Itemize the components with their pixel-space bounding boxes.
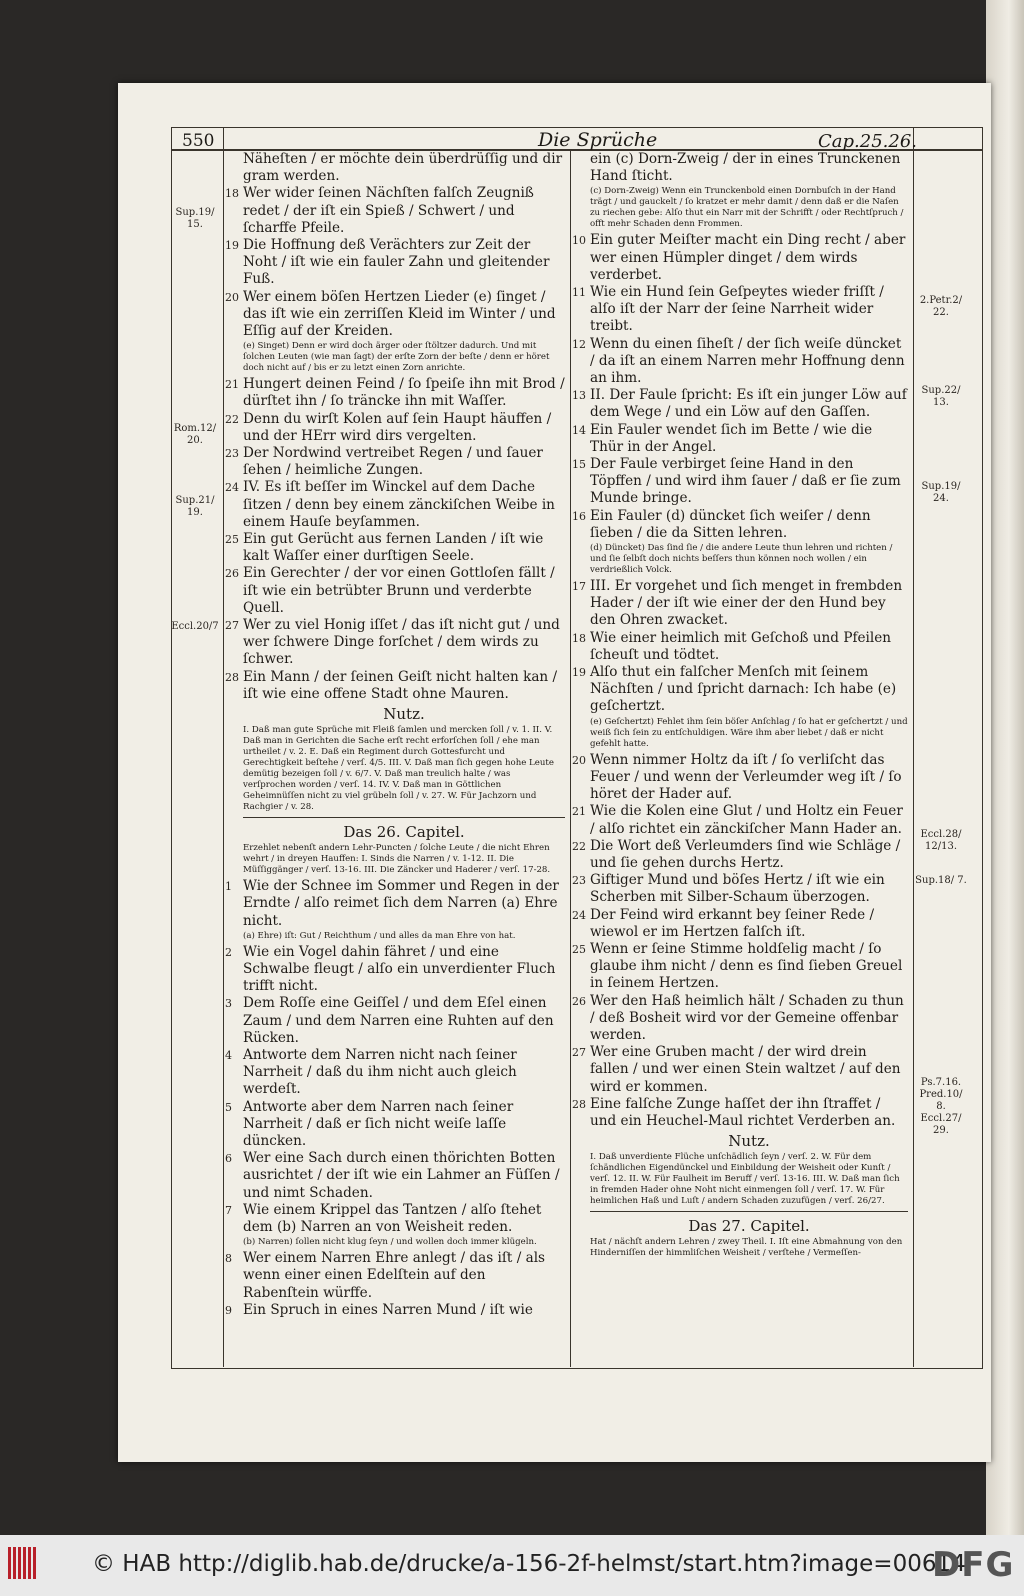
verse: 8 Wer einem Narren Ehre anlegt / das iſt / als wenn einer einen Edelſtein auf den Rabenſtein würffe. bbox=[225, 1250, 546, 1301]
verse: 22 Die Wort deß Verleumders ſind wie Schläge / und ſie gehen durchs Hertz. bbox=[572, 837, 901, 871]
verse: 22 Denn du wirſt Kolen auf ſein Haupt häuffen / und der HErr wird dirs vergelten. bbox=[225, 410, 552, 444]
verse: 6 Wer eine Sach durch einen thörichten Botten ausrichtet / der iſt wie ein Lahmer an Füſſen / und nimt Schaden. bbox=[225, 1150, 560, 1201]
margin-ref: Rom.12/ 20. bbox=[173, 423, 217, 446]
verse: 10 Ein guter Meiſter macht ein Ding recht / aber wer einen Hümpler dinget / dem wirds verderbet. bbox=[572, 232, 906, 283]
verse: 23 Giftiger Mund und böſes Hertz / iſt wie ein Scherben mit Silber-Schaum überzogen. bbox=[572, 872, 885, 906]
verse: 18 Wer wider ſeinen Nächſten falſch Zeugniß redet / der iſt ein Spieß / Schwert / und ſcharffe Pfeile. bbox=[225, 185, 534, 236]
footnote: (a) Ehre) iſt: Gut / Reichthum / und alles da man Ehre von hat. bbox=[243, 930, 516, 941]
left-text-column bbox=[225, 151, 565, 1319]
section-divider bbox=[590, 1211, 908, 1212]
margin-ref: Sup.19/ 24. bbox=[921, 481, 961, 504]
citation-url[interactable]: © HAB http://diglib.hab.de/drucke/a-156-2f-helmst/start.htm?image=00614 bbox=[92, 1551, 966, 1577]
verse: 13 II. Der Faule ſpricht: Es iſt ein junger Löw auf dem Wege / und ein Löw auf den Gaſſen. bbox=[572, 387, 907, 421]
verse: 1 Wie der Schnee im Sommer und Regen in der Erndte / alſo reimet ſich dem Narren (a) Ehre nicht. bbox=[225, 878, 559, 929]
verse: 2 Wie ein Vogel dahin fähret / und eine Schwalbe fleugt / alſo ein unverdienter Fluch trifft nicht. bbox=[225, 943, 556, 995]
margin-ref: Sup.18/ 7. bbox=[915, 875, 967, 886]
column-rule bbox=[570, 149, 571, 1367]
margin-ref: Eccl.20/7 bbox=[171, 621, 219, 632]
margin-ref: Sup.22/ 13. bbox=[921, 385, 961, 408]
verse: 7 Wie einem Krippel das Tantzen / alſo ſtehet dem (b) Narren an von Weisheit reden. bbox=[225, 1201, 542, 1235]
verse: 12 Wenn du einen ſiheſt / der ſich weiſe düncket / da iſt an einem Narren mehr Hoffnung denn an ihm. bbox=[572, 335, 905, 387]
book-page bbox=[118, 83, 991, 1462]
dfg-logo: DFG bbox=[932, 1545, 1015, 1585]
right-margin-rule bbox=[913, 127, 914, 1367]
verse: 28 Ein Mann / der ſeinen Geiſt nicht halten kan / iſt wie eine offene Stadt ohne Mauren. bbox=[225, 668, 558, 702]
verse: 20 Wenn nimmer Holtz da iſt / ſo verliſcht das Feuer / und wenn der Verleumder weg iſt / ſo höret der Hader auf. bbox=[572, 751, 902, 803]
verse: 11 Wie ein Hund ſein Geſpeytes wieder friſſt / alſo iſt der Narr der ſeine Narrheit wider treibt. bbox=[572, 284, 884, 335]
verse: 28 Eine falſche Zunge haſſet der ihn ſtraffet / und ein Heuchel-Maul richtet Verderben an. bbox=[572, 1095, 896, 1129]
footnote: (d) Düncket) Das ſind ſie / die andere Leute thun lehren und richten / und ſie ſelbſt doch nichts beſſers thun können noch wollen / ein verdrießlich Volck. bbox=[590, 543, 893, 576]
adjacent-page-edge bbox=[986, 0, 1024, 1535]
verse: 23 Der Nordwind vertreibet Regen / und ſauer ſehen / heimliche Zungen. bbox=[225, 445, 543, 479]
verse: 18 Wie einer heimlich mit Geſchoß und Pfeilen ſcheuſt und tödtet. bbox=[572, 629, 892, 663]
chapter-summary: Erzehlet nebenſt andern Lehr-Puncten / ſolche Leute / die nicht Ehren wehrt / in dreyen Hauffen: I. Sinds die Narren / v. 1-12. II. Die Müſſiggänger / verſ. 13-16. III. Die Zäncker und Haderer / verſ. 17-28. bbox=[243, 843, 551, 876]
barcode-logo-icon bbox=[8, 1547, 44, 1583]
footnote: (e) Singet) Denn er wird doch ärger oder ſtöltzer dadurch. Und mit ſolchen Leuten (wie man ſagt) der erſte Zorn der beſte / denn er höret doch nicht auf / bis er zu letzt einen Zorn anrichte. bbox=[243, 341, 550, 374]
citation-footer bbox=[0, 1535, 1024, 1596]
margin-ref: Sup.21/ 19. bbox=[175, 495, 215, 518]
verse: 25 Wenn er ſeine Stimme holdſelig macht / ſo glaube ihm nicht / denn es ſind ſieben Greuel in ſeinem Hertzen. bbox=[572, 940, 903, 992]
section-divider bbox=[243, 817, 565, 818]
verse: 3 Dem Roſſe eine Geiſſel / und dem Eſel einen Zaum / und dem Narren eine Ruhten auf den Rücken. bbox=[225, 995, 554, 1046]
chapter-reference: Cap.25.26. bbox=[818, 131, 917, 152]
footnote: (b) Narren) ſollen nicht klug ſeyn / und wollen doch immer klügeln. bbox=[243, 1237, 537, 1248]
verse: ein (c) Dorn-Zweig / der in eines Trunckenen Hand ſticht. bbox=[590, 151, 901, 185]
verse: 9 Ein Spruch in eines Narren Mund / iſt wie bbox=[225, 1301, 533, 1318]
verse: 21 Wie die Kolen eine Glut / und Holtz ein Feuer / alſo richtet ein zänckiſcher Mann Hader an. bbox=[572, 803, 903, 837]
nutz-heading: Nutz. bbox=[728, 1132, 770, 1151]
right-text-column bbox=[572, 151, 908, 1261]
margin-ref: Eccl.28/ 12/13. bbox=[920, 829, 962, 852]
running-title: Die Sprüche bbox=[538, 129, 658, 151]
footnote: (e) Geſchertzt) Fehlet ihm ſein böſer Anſchlag / ſo hat er geſchertzt / und weiß ſich ſein zu entſchuldigen. Wäre ihm aber liebet / daß er nicht gefehlt hatte. bbox=[590, 716, 908, 749]
margin-ref: Sup.19/ 15. bbox=[175, 207, 215, 230]
verse: 21 Hungert deinen Feind / ſo ſpeiſe ihn mit Brod / dürſtet ihn / ſo träncke ihn mit Waſſer. bbox=[225, 376, 565, 410]
nutz-text: I. Daß unverdiente Flüche unſchädlich ſeyn / verſ. 2. W. Für dem ſchändlichen Eigendünckel und Einbildung der Weisheit oder Kunſt / verſ. 12. II. W. Für Faulheit im Beruff / verſ. 13-16. III. W. Daß man ſich in fremden Hader ohne Noht nicht einmengen ſoll / verſ. 17. W. Für heimlichen Haß und Luſt / andern Schaden zuzufügen / verſ. 26/27. bbox=[590, 1152, 900, 1207]
verse: 24 IV. Es iſt beſſer im Winckel auf dem Dache ſitzen / denn bey einem zänckiſchen Weibe in einem Hauſe beyſammen. bbox=[225, 479, 555, 530]
verse: 5 Antworte aber dem Narren nach ſeiner Narrheit / daß er ſich nicht weiſe laſſe düncken. bbox=[225, 1098, 514, 1149]
verse: 14 Ein Fauler wendet ſich im Bette / wie die Thür in der Angel. bbox=[572, 421, 873, 455]
verse: 15 Der Faule verbirget ſeine Hand in den Töpffen / und wird ihm ſauer / daß er ſie zum Munde bringe. bbox=[572, 456, 901, 507]
nutz-heading: Nutz. bbox=[383, 705, 425, 724]
verse: 19 Die Hoffnung deß Verächters zur Zeit der Noht / iſt wie ein fauler Zahn und gleitender Fuß. bbox=[225, 237, 550, 288]
margin-ref: 2.Petr.2/ 22. bbox=[919, 295, 963, 318]
verse: 25 Ein gut Gerücht aus fernen Landen / iſt wie kalt Waſſer einer durſtigen Seele. bbox=[225, 531, 544, 565]
left-margin-rule bbox=[223, 127, 224, 1367]
verse: 16 Ein Fauler (d) düncket ſich weiſer / denn ſieben / die da Sitten lehren. bbox=[572, 507, 871, 541]
verse: 26 Wer den Haß heimlich hält / Schaden zu thun / deß Bosheit wird vor der Gemeine offenbar werden. bbox=[572, 992, 904, 1043]
margin-ref: Ps.7.16. Pred.10/ 8. Eccl.27/ 29. bbox=[919, 1077, 963, 1136]
verse: 20 Wer einem böſen Hertzen Lieder (e) ſinget / das iſt wie ein zerriſſen Kleid im Winter / und Eſſig auf der Kreiden. bbox=[225, 288, 556, 340]
verse: Näheſten / er möchte dein überdrüſſig und dir gram werden. bbox=[243, 151, 563, 185]
nutz-text: I. Daß man gute Sprüche mit Fleiß ſamlen und mercken ſoll / v. 1. II. V. Daß man in Gerichten die Sache erſt recht erforſchen ſoll / ehe man urtheilet / v. 2. E. Daß ein Regiment durch Gottesfurcht und Gerechtigkeit beſtehe / verſ. 4/5. III. V. Daß man ſich gegen hohe Leute demütig bezeigen ſoll / v. 6/7. V. Daß man treulich halte / was verſprochen worden / verſ. 14. IV. V. Daß man in Göttlichen Geheimnüſſen nicht zu viel grübeln ſoll / v. 27. W. Für Jachzorn und Rachgier / v. 28. bbox=[243, 725, 554, 813]
verse: 26 Ein Gerechter / der vor einen Gottloſen fällt / iſt wie ein betrübter Brunn und verderbte Quell. bbox=[225, 565, 555, 616]
verse: 24 Der Feind wird erkannt bey ſeiner Rede / wiewol er im Hertzen falſch iſt. bbox=[572, 906, 875, 940]
chapter-heading: Das 27. Capitel. bbox=[688, 1217, 810, 1236]
verse: 17 III. Er vorgehet und ſich menget in frembden Hader / der iſt wie einer der den Hund bey den Ohren zwacket. bbox=[572, 578, 903, 629]
verse: 27 Wer eine Gruben macht / der wird drein fallen / und wer einen Stein waltzet / auf den wird er kommen. bbox=[572, 1044, 901, 1095]
verse: 19 Alſo thut ein falſcher Menſch mit ſeinem Nächſten / und ſpricht darnach: Ich habe (e) geſchertzt. bbox=[572, 664, 897, 715]
verse: 27 Wer zu viel Honig iſſet / das iſt nicht gut / und wer ſchwere Dinge forſchet / dem wirds zu ſchwer. bbox=[225, 617, 560, 668]
chapter-heading: Das 26. Capitel. bbox=[343, 823, 465, 842]
footnote: (c) Dorn-Zweig) Wenn ein Trunckenbold einen Dornbuſch in der Hand trägt / und gauckelt / ſo kratzet er mehr damit / denn daß er die Naſen zu riechen gebe: Alſo thut ein Narr mit der Schrifft / oder Rechtſpruch / offt mehr Schaden denn Frommen. bbox=[590, 186, 904, 230]
chapter-summary: Hat / nächſt andern Lehren / zwey Theil. I. Iſt eine Abmahnung von den Hinderniſſen der himmliſchen Weisheit / verſtehe / Vermeſſen- bbox=[590, 1237, 903, 1259]
verse: 4 Antworte dem Narren nicht nach ſeiner Narrheit / daß du ihm nicht auch gleich werdeſt. bbox=[225, 1046, 517, 1098]
page-number: 550 bbox=[182, 131, 215, 151]
